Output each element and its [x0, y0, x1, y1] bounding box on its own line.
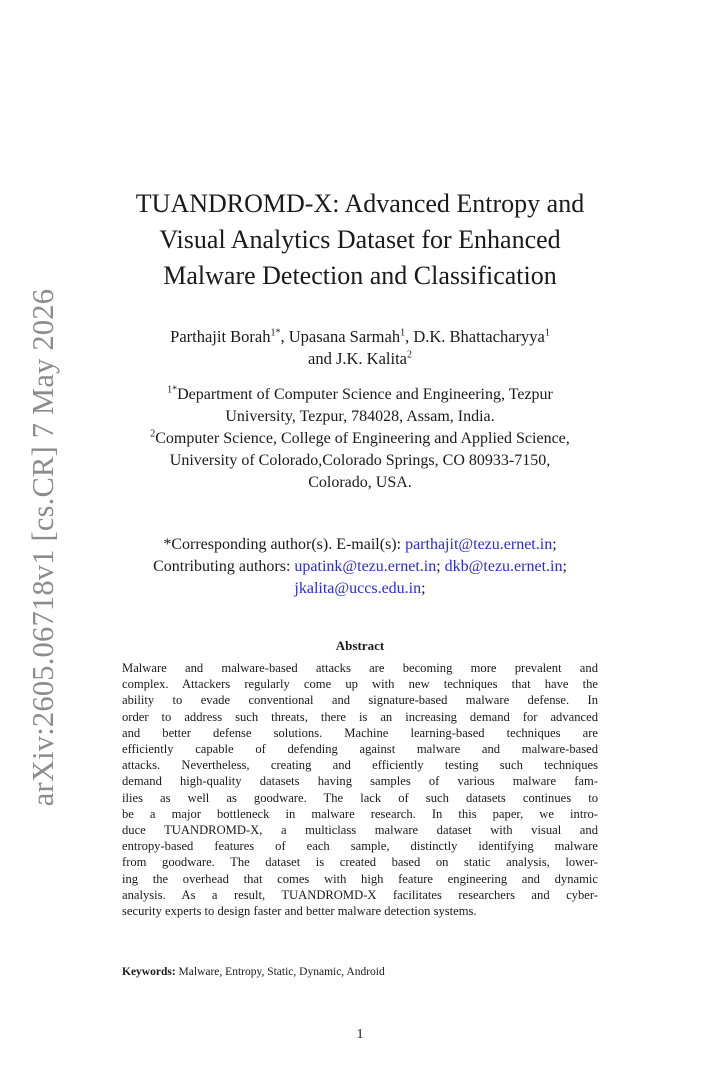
- affiliation-text: University of Colorado,Colorado Springs, CO 80933-7150,: [169, 452, 551, 469]
- title-line: Malware Detection and Classification: [163, 261, 557, 290]
- email-link-kalita[interactable]: jkalita@uccs.edu.in: [294, 580, 422, 597]
- abstract-line: attacks. Nevertheless, creating and efficiently testing such techniques: [122, 758, 598, 773]
- author-affiliation-mark: 1: [544, 327, 550, 339]
- keywords-label: Keywords:: [122, 966, 176, 978]
- separator: ;: [421, 580, 426, 597]
- abstract-heading: Abstract: [335, 638, 385, 653]
- abstract-line: ing the overhead that comes with high feature engineering and dynamic: [122, 871, 598, 886]
- email-link-upasana[interactable]: upatink@tezu.ernet.in: [294, 558, 437, 575]
- abstract-line: efficiently capable of defending against malware and malware-based: [122, 742, 598, 757]
- arxiv-identifier-text: arXiv:2605.06718v1 [cs.CR] 7 May 2026: [26, 288, 61, 806]
- separator: ;: [562, 558, 567, 575]
- affiliation-text: Department of Computer Science and Engineering, Tezpur: [177, 386, 553, 403]
- affiliation-mark: 2: [150, 428, 156, 440]
- author-list: Parthajit Borah$^{1*}$, Upasana Sarmah$^1$, D.K. Bhattacharyya$^1$ and J.K. Kalita$^2$: [170, 327, 550, 368]
- paper-title: [100, 186, 620, 294]
- page-number: 1: [356, 1027, 364, 1042]
- contributing-label: Contributing authors:: [153, 558, 295, 575]
- abstract-line: security experts to design faster and better malware detection systems.: [122, 904, 477, 919]
- abstract-line: from goodware. The dataset is created based on static analysis, lower-: [122, 855, 598, 870]
- abstract-line: ilies as well as goodware. The lack of such datasets continues to: [122, 790, 598, 805]
- abstract-line: order to address such threats, there is an increasing demand for advanced: [122, 709, 598, 724]
- keywords: [122, 964, 598, 980]
- abstract-line: duce TUANDROMD-X, a multiclass malware dataset with visual and: [122, 823, 598, 838]
- abstract-line: ability to evade conventional and signature-based malware defense. In: [122, 693, 598, 708]
- separator: ;: [552, 536, 557, 553]
- affiliation-mark: 1*: [167, 384, 178, 396]
- abstract-body: [122, 660, 598, 919]
- affiliation-text: University, Tezpur, 784028, Assam, India.: [225, 408, 495, 425]
- author-name: and J.K. Kalita: [308, 349, 407, 368]
- abstract-line: analysis. As a result, TUANDROMD-X facilitates researchers and cyber-: [122, 887, 598, 902]
- author-affiliation-mark: 1: [400, 327, 406, 339]
- abstract-line: Malware and malware-based attacks are becoming more prevalent and: [122, 661, 598, 675]
- abstract-line: complex. Attackers regularly come up with new techniques that have the: [122, 677, 598, 692]
- author-affiliation-mark: 2: [406, 349, 412, 361]
- corresponding-label: *Corresponding author(s). E-mail(s):: [163, 536, 406, 553]
- affiliation-text: Computer Science, College of Engineering and Applied Science,: [155, 430, 570, 447]
- title-line: TUANDROMD-X: Advanced Entropy and: [135, 189, 585, 218]
- abstract-line: be a major bottleneck in malware research. In this paper, we intro-: [122, 806, 598, 821]
- author-affiliation-mark: 1*: [270, 327, 281, 339]
- affiliation-text: Colorado, USA.: [308, 474, 412, 491]
- abstract-line: entropy-based features of each sample, distinctly identifying malware: [122, 839, 598, 854]
- corresponding-email-link[interactable]: parthajit@tezu.ernet.in: [405, 536, 553, 553]
- abstract-line: and better defense solutions. Machine learning-based techniques are: [122, 725, 598, 740]
- email-link-dkb[interactable]: dkb@tezu.ernet.in: [444, 558, 563, 575]
- affiliations: [100, 384, 620, 494]
- contact-info: [100, 534, 620, 600]
- keywords-text: Malware, Entropy, Static, Dynamic, Android: [175, 966, 385, 978]
- author-name: Parthajit Borah: [170, 327, 271, 346]
- title-line: Visual Analytics Dataset for Enhanced: [159, 225, 561, 254]
- author-name: D.K. Bhattacharyya: [413, 327, 545, 346]
- abstract-line: demand high-quality datasets having samples of various malware fam-: [122, 774, 598, 789]
- separator: ;: [436, 558, 441, 575]
- arxiv-identifier-stamp: [18, 262, 70, 832]
- author-name: Upasana Sarmah: [288, 327, 401, 346]
